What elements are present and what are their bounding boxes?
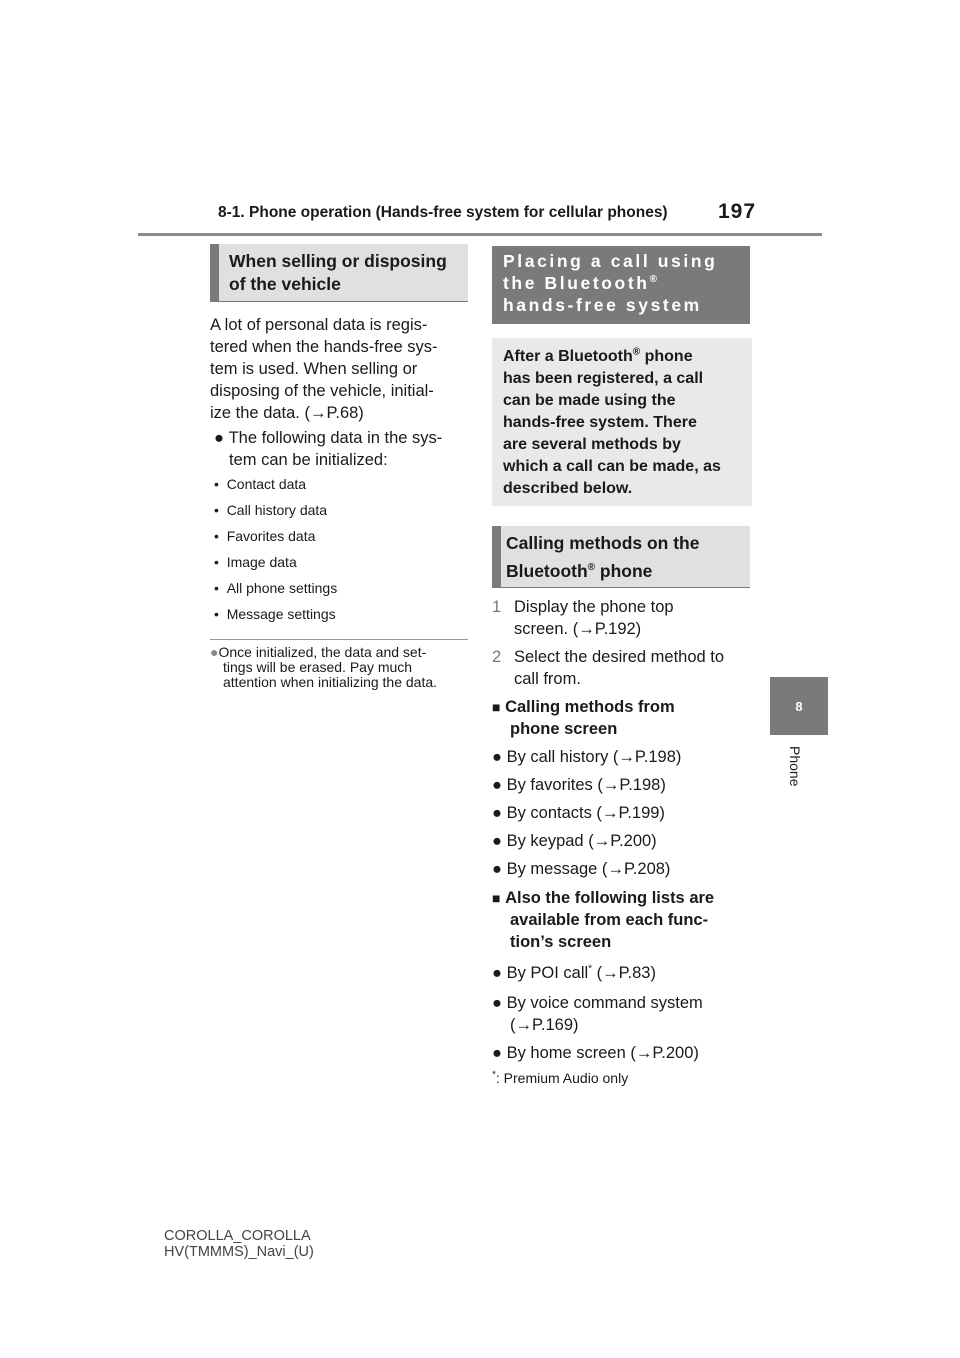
page-ref-link[interactable]: P.68) <box>326 404 364 422</box>
list-item: ● By call history (→P.198) <box>492 748 682 766</box>
page-ref-link[interactable]: P.208) <box>623 860 671 878</box>
bullet-icon: ● <box>492 832 502 850</box>
page-ref-link[interactable]: P.192) <box>594 620 642 638</box>
step-number: 2 <box>492 648 502 666</box>
arrow-icon: → <box>607 860 624 878</box>
chapter-label: Phone <box>787 746 803 787</box>
list-item: • All phone settings <box>214 580 338 596</box>
bullet-icon: ● <box>214 429 224 447</box>
group-phone-screen-title: ■ Calling methods from phone screen <box>492 698 675 738</box>
list-item: • Call history data <box>214 502 328 518</box>
page-ref-link[interactable]: P.198) <box>619 776 666 794</box>
page-ref-link[interactable]: P.198) <box>634 748 682 766</box>
bullet-icon: ● <box>492 964 502 982</box>
footnote: *: Premium Audio only <box>492 1069 629 1086</box>
square-bullet-icon: ■ <box>492 699 501 715</box>
note-divider <box>210 639 468 640</box>
group-function-screen-title: ■ Also the following lists are available from each func- tion’s screen <box>492 889 715 951</box>
header-rule <box>138 233 822 236</box>
page-ref-link[interactable]: P.83) <box>618 964 656 982</box>
list-item: ● By favorites (→P.198) <box>492 776 666 794</box>
intro-box: After a Bluetooth® phone has been registered, a call can be made using the hands-free system. There are several methods by which a call can be made, as described below. <box>492 338 752 506</box>
arrow-icon: → <box>618 748 635 766</box>
list-item: • Favorites data <box>214 528 316 544</box>
heading-selling-disposing: When selling or disposing of the vehicle <box>210 244 468 302</box>
list-item: ● By keypad (→P.200) <box>492 832 657 850</box>
chapter-tab <box>770 677 828 735</box>
bullet-icon: ● <box>492 860 502 878</box>
arrow-icon: → <box>601 804 619 822</box>
method-list <box>492 746 752 886</box>
chapter-number: 8 <box>795 698 803 714</box>
bullet-initialize: ● The following data in the sys- tem can be initialized: <box>214 429 443 469</box>
note: ●Once initialized, the data and set- tings will be erased. Pay much attention when initializing the data. <box>210 644 438 690</box>
heading-placing-call: Placing a call using the Bluetooth® hands-free system <box>492 246 750 324</box>
note-bullet-icon: ● <box>210 644 219 660</box>
arrow-icon: → <box>578 620 595 638</box>
bullet-icon: ● <box>492 804 502 822</box>
step-number: 1 <box>492 598 502 616</box>
list-item: • Message settings <box>214 606 336 622</box>
bullet-icon: ● <box>492 994 502 1012</box>
data-list <box>214 471 464 627</box>
arrow-icon: → <box>602 964 619 982</box>
arrow-icon: → <box>593 832 611 850</box>
bullet-icon: ● <box>492 1044 502 1062</box>
list-item: ● By message (→P.208) <box>492 860 671 878</box>
list-item: • Image data <box>214 554 297 570</box>
page-ref-link[interactable]: P.169) <box>532 1016 579 1034</box>
page-number: 197 <box>718 200 757 223</box>
page-ref-link[interactable]: P.199) <box>618 804 665 822</box>
list-item: ● By contacts (→P.199) <box>492 804 665 822</box>
method-poi: ● By POI call* (→P.83) <box>492 963 656 982</box>
method-voice: ● By voice command system (→P.169) <box>492 994 703 1034</box>
intro-paragraph: A lot of personal data is regis- tered when the hands-free sys- tem is used. When selling or disposing of the vehicle, initial- ize the data. (→P.68) <box>210 316 438 422</box>
step-1: 1 Display the phone top screen. (→P.192) <box>492 598 674 638</box>
arrow-icon: → <box>515 1016 532 1034</box>
section-title: 8-1. Phone operation (Hands-free system for cellular phones) <box>218 204 668 221</box>
bullet-icon: ● <box>492 748 502 766</box>
page-ref-link[interactable]: P.200) <box>610 832 657 850</box>
arrow-icon: → <box>635 1044 653 1062</box>
footer-model: COROLLA_COROLLA HV(TMMMS)_Navi_(U) <box>164 1228 314 1260</box>
square-bullet-icon: ■ <box>492 890 501 906</box>
step-2: 2 Select the desired method to call from. <box>492 648 725 688</box>
arrow-icon: → <box>309 404 327 422</box>
bullet-icon: ● <box>492 776 502 794</box>
list-item: • Contact data <box>214 476 307 492</box>
heading-calling-methods: Calling methods on the Bluetooth® phone <box>492 526 750 588</box>
page-ref-link[interactable]: P.200) <box>652 1044 699 1062</box>
arrow-icon: → <box>602 776 620 794</box>
method-home: ● By home screen (→P.200) <box>492 1044 699 1062</box>
